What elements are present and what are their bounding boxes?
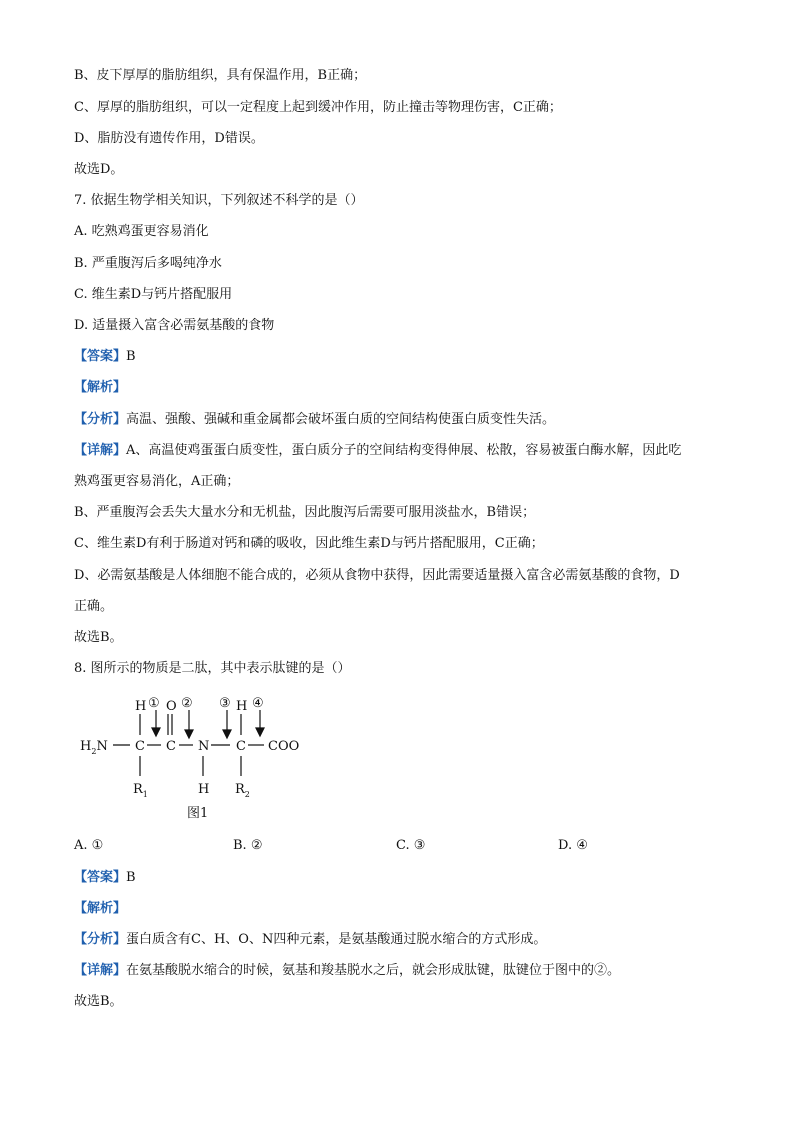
q7-option-a: A. 吃熟鸡蛋更容易消化 <box>74 224 209 239</box>
q7-conclusion: 故选B。 <box>74 630 123 645</box>
xiangjie-tag: 【详解】 <box>74 963 127 978</box>
q6-option-d-explanation: D、脂肪没有遗传作用，D错误。 <box>74 131 264 146</box>
top-h-left: H <box>135 699 147 714</box>
fenxi-text: 高温、强酸、强碱和重金属都会破坏蛋白质的空间结构使蛋白质变性失活。 <box>126 412 556 427</box>
q8-xiangjie <box>74 962 620 980</box>
r2-group: $R_2$ <box>235 782 250 799</box>
arrow-1-head <box>152 728 160 736</box>
q7-option-c: C. 维生素D与钙片搭配服用 <box>74 287 233 302</box>
amino-group: $H_2N$ <box>80 739 108 756</box>
q6-conclusion: 故选D。 <box>74 162 124 177</box>
marker-2: ② <box>181 696 193 711</box>
q7-fenxi <box>74 411 555 429</box>
marker-4: ④ <box>252 696 264 711</box>
fenxi-tag: 【分析】 <box>74 932 127 947</box>
q7-answer <box>74 348 136 366</box>
xiangjie-tag: 【详解】 <box>74 443 127 458</box>
answer-value: B <box>126 870 136 885</box>
q8-option-a: A. ① <box>74 838 104 853</box>
q7-xiangjie-cont: 熟鸡蛋更容易消化，A正确； <box>74 474 240 489</box>
q7-option-d-explanation: D、必需氨基酸是人体细胞不能合成的，必须从食物中获得，因此需要适量摄入富含必需氨基酸的食物，D <box>74 568 680 583</box>
q7-option-b: B. 严重腹泻后多喝纯净水 <box>74 256 222 271</box>
q7-stem: 7. 依据生物学相关知识，下列叙述不科学的是（） <box>74 193 364 208</box>
atom-n: N <box>198 739 210 754</box>
r1-group: $R_1$ <box>133 782 148 799</box>
analysis-tag: 【解析】 <box>74 901 127 916</box>
dipeptide-structure-figure <box>80 690 320 820</box>
answer-tag: 【答案】 <box>74 870 127 885</box>
figure-caption: 图1 <box>187 806 209 820</box>
q6-option-c-explanation: C、厚厚的脂肪组织，可以一定程度上起到缓冲作用，防止撞击等物理伤害，C正确； <box>74 100 562 115</box>
q8-analysis-heading <box>74 900 126 918</box>
fenxi-tag: 【分析】 <box>74 412 127 427</box>
q7-option-c-explanation: C、维生素D有利于肠道对钙和磷的吸收，因此维生素D与钙片搭配服用，C正确； <box>74 536 544 551</box>
q8-stem: 8. 图所示的物质是二肽，其中表示肽键的是（） <box>74 661 351 676</box>
analysis-tag: 【解析】 <box>74 380 127 395</box>
q7-option-d: D. 适量摄入富含必需氨基酸的食物 <box>74 318 275 333</box>
q7-option-b-explanation: B、严重腹泻会丢失大量水分和无机盐，因此腹泻后需要可服用淡盐水，B错误； <box>74 505 536 520</box>
atom-c3: C <box>236 739 246 754</box>
amide-h: H <box>198 782 210 797</box>
arrow-2-head <box>185 730 193 738</box>
carboxyl-group: COO <box>268 739 300 754</box>
answer-tag: 【答案】 <box>74 349 127 364</box>
q7-analysis-heading <box>74 379 126 397</box>
atom-c2: C <box>166 739 176 754</box>
q8-option-d: D. ④ <box>558 838 588 853</box>
answer-value: B <box>126 349 136 364</box>
xiangjie-text: 在氨基酸脱水缩合的时候，氨基和羧基脱水之后，就会形成肽键，肽键位于图中的②。 <box>126 963 621 978</box>
top-h-right: H <box>236 699 248 714</box>
q8-option-c: C. ③ <box>396 838 426 853</box>
q7-xiangjie <box>74 442 681 460</box>
arrow-3-head <box>223 730 231 738</box>
top-o: O <box>166 699 177 714</box>
q6-option-b-explanation: B、皮下厚厚的脂肪组织，具有保温作用，B正确； <box>74 68 367 83</box>
marker-1: ① <box>148 696 160 711</box>
q8-option-b: B. ② <box>233 838 263 853</box>
xiangjie-text: A、高温使鸡蛋蛋白质变性，蛋白质分子的空间结构变得伸展、松散，容易被蛋白酶水解，因此吃 <box>126 443 682 458</box>
q8-conclusion: 故选B。 <box>74 994 123 1009</box>
q8-answer <box>74 869 136 887</box>
atom-c1: C <box>135 739 145 754</box>
q8-fenxi <box>74 931 546 949</box>
fenxi-text: 蛋白质含有C、H、O、N四种元素，是氨基酸通过脱水缩合的方式形成。 <box>126 932 547 947</box>
arrow-4-head <box>256 728 264 736</box>
marker-3: ③ <box>219 696 231 711</box>
q7-option-d-explanation-cont: 正确。 <box>74 599 114 614</box>
